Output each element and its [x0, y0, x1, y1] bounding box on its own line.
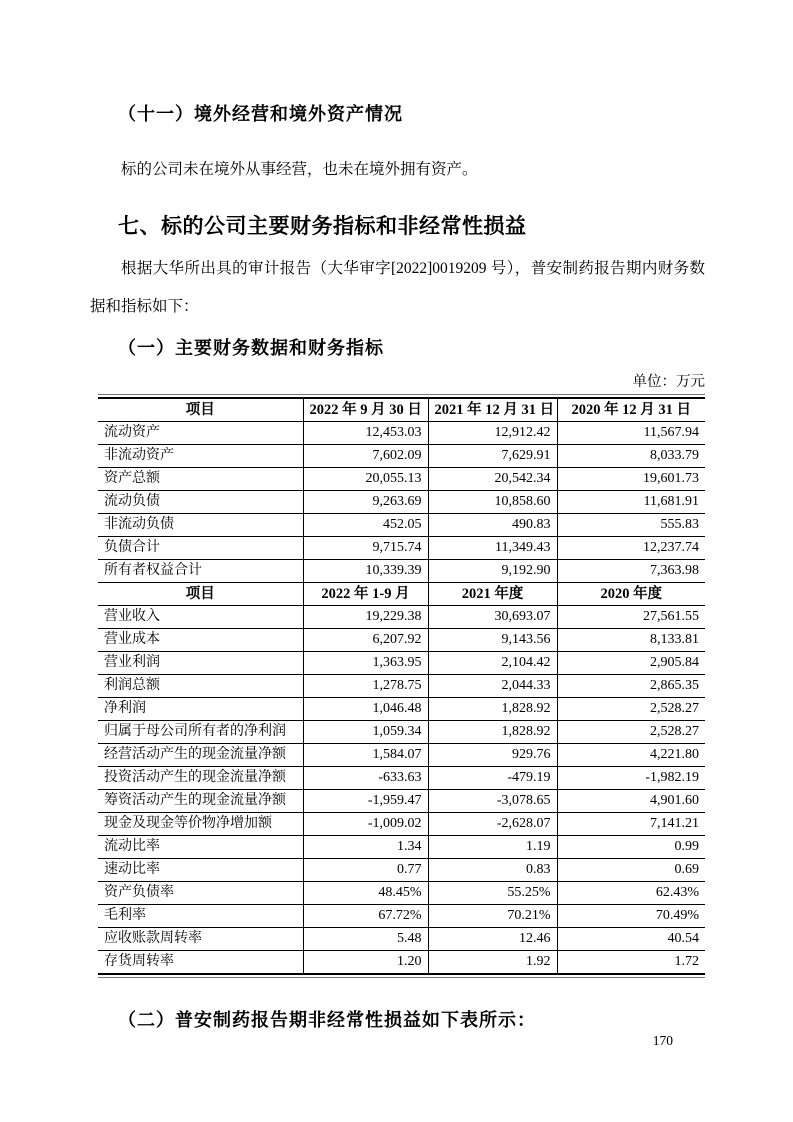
cell-value: -633.63	[303, 767, 428, 790]
cell-value: 4,901.60	[557, 790, 705, 813]
cell-value: 7,629.91	[428, 445, 557, 468]
column-header: 2022 年 9 月 30 日	[303, 398, 428, 422]
cell-value: 12,453.03	[303, 422, 428, 445]
column-header: 2021 年度	[428, 583, 557, 606]
table-row	[98, 652, 705, 675]
column-header: 项目	[98, 398, 303, 422]
row-label: 归属于母公司所有者的净利润	[98, 721, 303, 744]
row-label: 现金及现金等价物净增加额	[98, 813, 303, 836]
cell-value: -479.19	[428, 767, 557, 790]
cell-value: 2,528.27	[557, 698, 705, 721]
cell-value: 10,858.60	[428, 491, 557, 514]
table-row	[98, 560, 705, 583]
cell-value: 7,602.09	[303, 445, 428, 468]
column-header: 项目	[98, 583, 303, 606]
row-label: 流动资产	[98, 422, 303, 445]
cell-value: -3,078.65	[428, 790, 557, 813]
table-row	[98, 813, 705, 836]
table-row	[98, 422, 705, 445]
table-row	[98, 767, 705, 790]
row-label: 净利润	[98, 698, 303, 721]
cell-value: 1,046.48	[303, 698, 428, 721]
cell-value: 9,715.74	[303, 537, 428, 560]
heading-section-7-1: （一）主要财务数据和财务指标	[118, 338, 384, 358]
cell-value: -1,959.47	[303, 790, 428, 813]
table-row	[98, 675, 705, 698]
cell-value: 30,693.07	[428, 606, 557, 629]
cell-value: 19,229.38	[303, 606, 428, 629]
cell-value: -1,009.02	[303, 813, 428, 836]
cell-value: -2,628.07	[428, 813, 557, 836]
row-label: 营业利润	[98, 652, 303, 675]
cell-value: 7,141.21	[557, 813, 705, 836]
row-label: 筹资活动产生的现金流量净额	[98, 790, 303, 813]
cell-value: 0.69	[557, 859, 705, 882]
row-label: 所有者权益合计	[98, 560, 303, 583]
cell-value: 2,104.42	[428, 652, 557, 675]
cell-value: 1,828.92	[428, 698, 557, 721]
table-row	[98, 905, 705, 928]
cell-value: 2,865.35	[557, 675, 705, 698]
row-label: 流动比率	[98, 836, 303, 859]
table-row	[98, 514, 705, 537]
cell-value: 9,192.90	[428, 560, 557, 583]
table-row	[98, 951, 705, 975]
cell-value: 1,363.95	[303, 652, 428, 675]
cell-value: 20,055.13	[303, 468, 428, 491]
column-header: 2021 年 12 月 31 日	[428, 398, 557, 422]
row-label: 负债合计	[98, 537, 303, 560]
table-row	[98, 721, 705, 744]
cell-value: 2,044.33	[428, 675, 557, 698]
row-label: 营业收入	[98, 606, 303, 629]
row-label: 非流动负债	[98, 514, 303, 537]
table-row	[98, 928, 705, 951]
cell-value: 1.20	[303, 951, 428, 975]
table-row	[98, 629, 705, 652]
cell-value: 0.83	[428, 859, 557, 882]
cell-value: 48.45%	[303, 882, 428, 905]
table-row	[98, 882, 705, 905]
cell-value: 19,601.73	[557, 468, 705, 491]
row-label: 资产负债率	[98, 882, 303, 905]
row-label: 非流动资产	[98, 445, 303, 468]
row-label: 利润总额	[98, 675, 303, 698]
cell-value: 929.76	[428, 744, 557, 767]
table-row	[98, 468, 705, 491]
cell-value: 6,207.92	[303, 629, 428, 652]
row-label: 经营活动产生的现金流量净额	[98, 744, 303, 767]
cell-value: 2,528.27	[557, 721, 705, 744]
cell-value: 10,339.39	[303, 560, 428, 583]
table-row	[98, 698, 705, 721]
table-header-row	[98, 583, 705, 606]
page-number: 170	[652, 1033, 673, 1048]
cell-value: 12,237.74	[557, 537, 705, 560]
cell-value: 8,133.81	[557, 629, 705, 652]
table-row	[98, 859, 705, 882]
cell-value: 70.21%	[428, 905, 557, 928]
column-header: 2020 年度	[557, 583, 705, 606]
table-row	[98, 445, 705, 468]
cell-value: 1,584.07	[303, 744, 428, 767]
cell-value: 1.34	[303, 836, 428, 859]
heading-section-7: 七、标的公司主要财务指标和非经常性损益	[118, 215, 527, 238]
cell-value: 1,059.34	[303, 721, 428, 744]
cell-value: 490.83	[428, 514, 557, 537]
cell-value: 40.54	[557, 928, 705, 951]
cell-value: 9,143.56	[428, 629, 557, 652]
row-label: 速动比率	[98, 859, 303, 882]
cell-value: 1.19	[428, 836, 557, 859]
cell-value: 11,349.43	[428, 537, 557, 560]
cell-value: 1.92	[428, 951, 557, 975]
cell-value: 70.49%	[557, 905, 705, 928]
column-header: 2022 年 1-9 月	[303, 583, 428, 606]
cell-value: 62.43%	[557, 882, 705, 905]
cell-value: 555.83	[557, 514, 705, 537]
cell-value: 8,033.79	[557, 445, 705, 468]
row-label: 毛利率	[98, 905, 303, 928]
cell-value: 5.48	[303, 928, 428, 951]
cell-value: 1.72	[674, 954, 699, 969]
cell-value: 11,681.91	[557, 491, 705, 514]
table-row	[98, 836, 705, 859]
cell-value: 2,905.84	[557, 652, 705, 675]
row-label: 流动负债	[98, 491, 303, 514]
row-label: 存货周转率	[98, 951, 303, 975]
cell-value: 11,567.94	[557, 422, 705, 445]
cell-value: 0.77	[303, 859, 428, 882]
financial-table-wrapper	[98, 394, 705, 978]
column-header: 2020 年 12 月 31 日	[557, 398, 705, 422]
cell-value: 67.72%	[303, 905, 428, 928]
cell-value: 12,912.42	[428, 422, 557, 445]
table-row	[98, 606, 705, 629]
row-label: 资产总额	[98, 468, 303, 491]
cell-value: 452.05	[303, 514, 428, 537]
cell-value: 1,828.92	[428, 721, 557, 744]
table-row	[98, 537, 705, 560]
table-row	[98, 744, 705, 767]
paragraph-overseas: 标的公司未在境外从事经营，也未在境外拥有资产。	[121, 161, 478, 178]
table-row	[98, 790, 705, 813]
cell-value: 0.99	[557, 836, 705, 859]
row-label: 投资活动产生的现金流量净额	[98, 767, 303, 790]
financial-table	[98, 397, 705, 975]
row-label: 营业成本	[98, 629, 303, 652]
cell-value: 9,263.69	[303, 491, 428, 514]
row-label: 应收账款周转率	[98, 928, 303, 951]
heading-overseas-operations: （十一）境外经营和境外资产情况	[118, 104, 403, 124]
cell-value: -1,982.19	[557, 767, 705, 790]
cell-value: 55.25%	[428, 882, 557, 905]
cell-value: 7,363.98	[557, 560, 705, 583]
table-row	[98, 491, 705, 514]
cell-value: 12.46	[428, 928, 557, 951]
cell-value: 20,542.34	[428, 468, 557, 491]
paragraph-audit-report: 根据大华所出具的审计报告（大华审字[2022]0019209 号），普安制药报告期内财务数据和指标如下：	[90, 260, 705, 315]
heading-section-7-2: （二）普安制药报告期非经常性损益如下表所示：	[118, 1010, 536, 1030]
cell-value: 27,561.55	[557, 606, 705, 629]
unit-label: 单位：万元	[632, 374, 705, 390]
cell-value: 1,278.75	[303, 675, 428, 698]
cell-value: 4,221.80	[557, 744, 705, 767]
table-header-row	[98, 398, 705, 422]
